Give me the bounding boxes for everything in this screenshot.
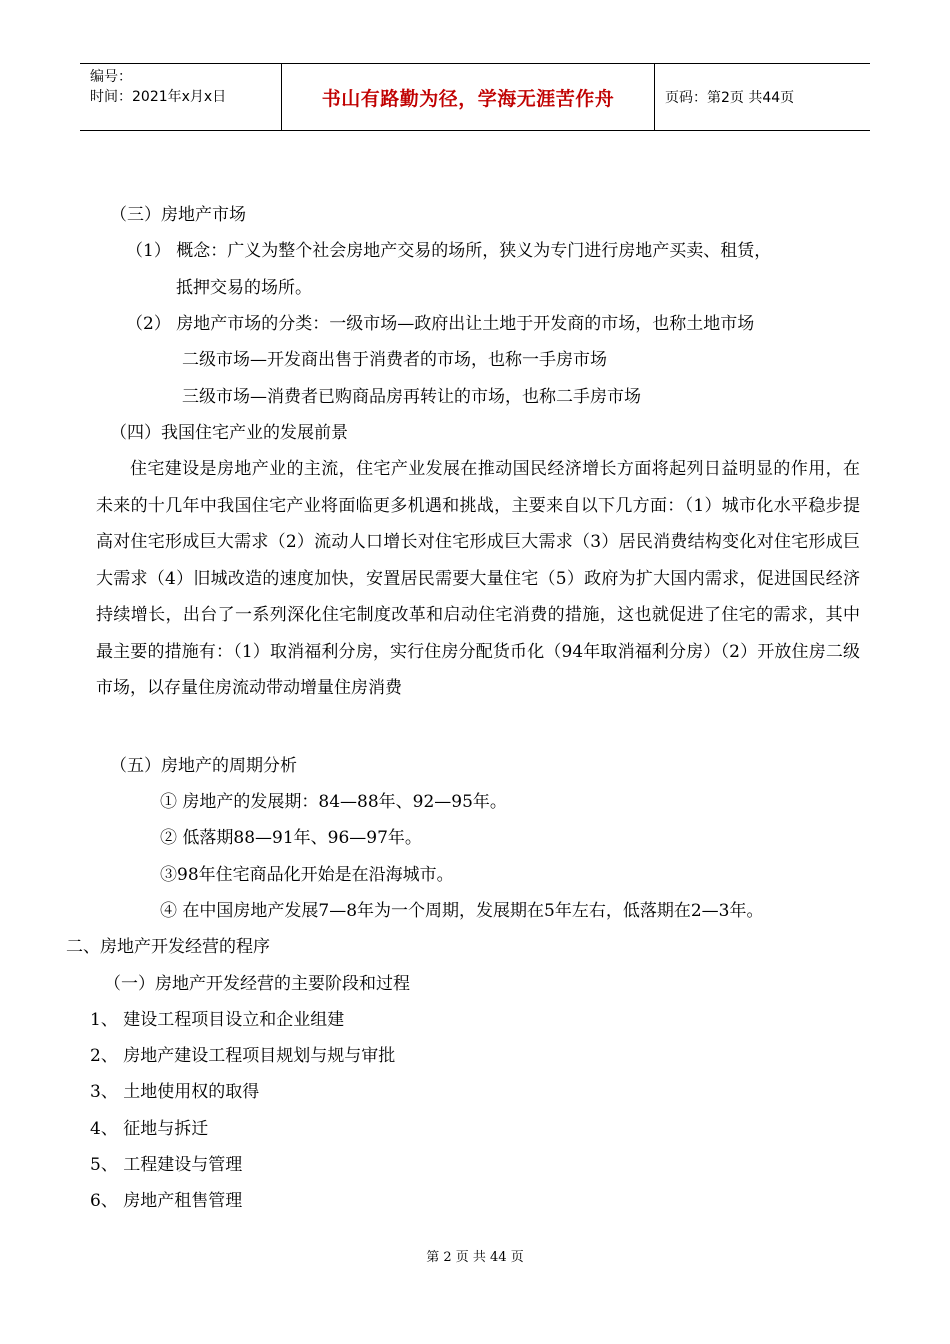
section-3-item-1: （1） 概念：广义为整个社会房地产交易的场所，狭义为专门进行房地产买卖、租赁，: [126, 241, 772, 261]
section-5-item-2: ② 低落期88—91年、96—97年。: [160, 828, 422, 848]
section-4-paragraph: 住宅建设是房地产业的主流，住宅产业发展在推动国民经济增长方面将起列日益明显的作用，在未来的十几年中我国住宅产业将面临更多机遇和挑战，主要来自以下几方面：（1）城市化水平稳步提高对住宅形成巨大需求（2）流动人口增长对住宅形成巨大需求（3）居民消费结构变化对住宅形成巨大需求（4）旧城改造的速度加快，安置居民需要大量住宅（5）政府为扩大国内需求，促进国民经济持续增长，出台了一系列深化住宅制度改革和启动住宅消费的措施，这也就促进了住宅的需求，其中最主要的措施有：（1）取消福利分房，实行住房分配货币化（94年取消福利分房）（2）开放住房二级市场，以存量住房流动带动增量住房消费: [96, 459, 860, 698]
step-item: 5、 工程建设与管理: [90, 1155, 243, 1175]
time-label: 时间：2021年x月x日: [90, 89, 227, 105]
header-meta: [80, 64, 281, 130]
section-3-item-1-cont: 抵押交易的场所。: [176, 278, 312, 298]
section-3-item-2: （2） 房地产市场的分类：一级市场—政府出让土地于开发商的市场，也称土地市场: [126, 314, 755, 334]
step-item: 2、 房地产建设工程项目规划与规与审批: [90, 1046, 396, 1066]
step-item: 4、 征地与拆迁: [90, 1119, 209, 1139]
part-2-section-1-title: （一）房地产开发经营的主要阶段和过程: [104, 974, 410, 994]
step-item: 6、 房地产租售管理: [90, 1191, 243, 1211]
section-4-title: （四）我国住宅产业的发展前景: [110, 423, 348, 443]
section-5-title: （五）房地产的周期分析: [110, 756, 297, 776]
header-motto: 书山有路勤为径，学海无涯苦作舟: [281, 64, 655, 130]
section-3-item-2-tertiary: 三级市场—消费者已购商品房再转让的市场，也称二手房市场: [182, 387, 641, 407]
part-2-title: 二、房地产开发经营的程序: [66, 937, 270, 957]
section-3-title: （三）房地产市场: [110, 205, 246, 225]
step-item: 3、 土地使用权的取得: [90, 1082, 260, 1102]
section-3-item-2-secondary: 二级市场—开发商出售于消费者的市场，也称一手房市场: [182, 350, 607, 370]
header-page-info: 页码：第2页 共44页: [665, 90, 795, 106]
section-5-item-1: ① 房地产的发展期：84—88年、92—95年。: [160, 792, 507, 812]
page-footer: 第 2 页 共 44 页: [426, 1250, 524, 1265]
header-table: [80, 63, 870, 131]
section-5-item-4: ④ 在中国房地产发展7—8年为一个周期，发展期在5年左右，低落期在2—3年。: [160, 901, 764, 921]
step-item: 1、 建设工程项目设立和企业组建: [90, 1010, 345, 1030]
section-5-item-3: ③98年住宅商品化开始是在沿海城市。: [160, 865, 454, 885]
number-label: 编号：: [90, 69, 132, 85]
